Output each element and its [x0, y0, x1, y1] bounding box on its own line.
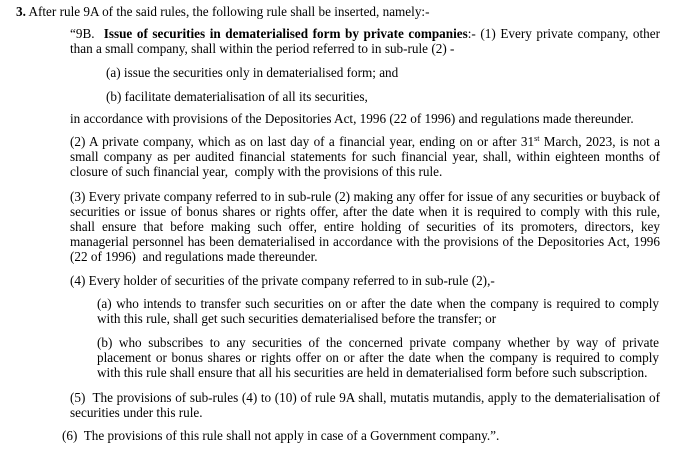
accordance-clause: in accordance with provisions of the Depositories Act, 1996 (22 of 1996) and regulations made thereunder.	[70, 111, 634, 126]
sub-rule-2	[70, 134, 660, 179]
ordinal-suffix: st	[534, 134, 540, 143]
amendment-intro-text: After rule 9A of the said rules, the following rule shall be inserted, namely:-	[28, 4, 430, 19]
clause-b: (b) facilitate dematerialisation of all its securities,	[106, 89, 368, 104]
sub-rule-4-clause-a: (a) who intends to transfer such securities on or after the date when the company is required to comply with this rule, shall get such securities dematerialised before the transfer; or	[97, 296, 659, 326]
rule-9b-number: “9B.	[70, 26, 95, 41]
sub-rule-6: (6) The provisions of this rule shall not apply in case of a Government company.”.	[62, 428, 500, 443]
amendment-number: 3.	[16, 4, 26, 19]
rule-9b-heading-suffix: :-	[467, 26, 481, 41]
rule-9b-sub-rule-1	[70, 26, 660, 56]
rule-9b-sub-rule-1-text: (1) Every private company, other than a small company, shall within the period referred to in sub-rule (2) -	[70, 26, 661, 56]
sub-rule-2-text-start: (2) A private company, which as on last day of a financial year, ending on or after 31	[70, 134, 535, 149]
rule-9b-heading: Issue of securities in dematerialised form by private companies	[103, 26, 468, 41]
sub-rule-5: (5) The provisions of sub-rules (4) to (10) of rule 9A shall, mutatis mutandis, apply to the dematerialisation of securities under this rule.	[70, 390, 660, 420]
amendment-intro	[16, 4, 676, 19]
sub-rule-3: (3) Every private company referred to in sub-rule (2) making any offer for issue of any securities or buyback of securities or issue of bonus shares or rights offer, after the date when it is required to comply with this rule, shall ensure that before making such offer, entire holding of securities of its promoters, directors, key managerial personnel has been dematerialised in accordance with the provisions of the Depositories Act, 1996 (22 of 1996) and regulations made thereunder.	[70, 189, 660, 264]
clause-a: (a) issue the securities only in dematerialised form; and	[106, 65, 399, 80]
sub-rule-4-clause-b: (b) who subscribes to any securities of the concerned private company whether by way of private placement or bonus shares or rights offer on or after the date when the company is required to comply with this rule shall ensure that all his securities are held in dematerialised form before such subscription.	[97, 335, 659, 380]
sub-rule-2-text-end: March, 2023, is not a small company as per audited financial statements for such financial year, shall, within eighteen months of closure of such financial year, comply with the provisions of this rule.	[70, 134, 660, 179]
sub-rule-4: (4) Every holder of securities of the private company referred to in sub-rule (2),-	[70, 273, 495, 288]
